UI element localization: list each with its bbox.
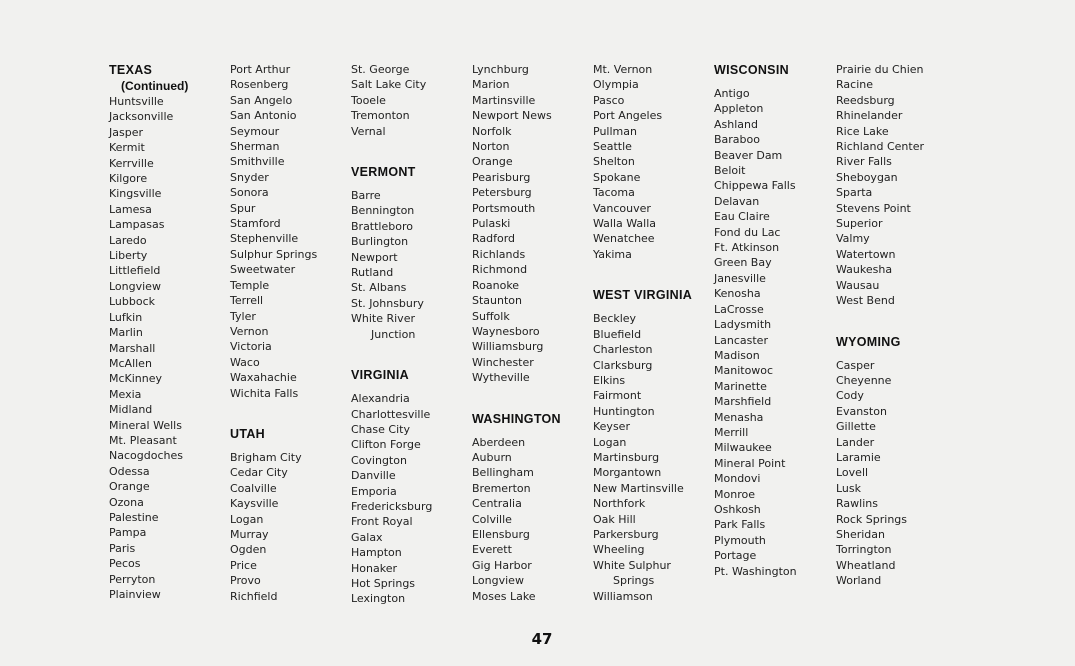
city-entry: Logan <box>230 512 264 526</box>
city-entry: Spur <box>230 201 256 215</box>
city-entry: Superior <box>836 217 883 231</box>
city-entry: Eau Claire <box>714 210 770 224</box>
city-entry: Brigham City <box>230 450 302 464</box>
city-entry: Chippewa Falls <box>714 179 796 193</box>
city-entry: Evanston <box>836 404 887 418</box>
city-entry: Lynchburg <box>472 63 529 76</box>
city-entry: Manitowoc <box>714 364 774 378</box>
city-entry: Lamesa <box>109 202 152 216</box>
city-entry: Rock Springs <box>836 512 908 526</box>
state-heading-west-virginia: WEST VIRGINIA <box>593 288 693 303</box>
city-entry: Kenosha <box>714 287 761 301</box>
city-entry: Mexia <box>109 387 142 401</box>
column-4 <box>472 62 590 604</box>
city-entry: Clifton Forge <box>351 438 421 452</box>
column-1 <box>109 62 227 602</box>
city-entry: Racine <box>836 78 873 92</box>
city-entry: Reedsburg <box>836 93 895 107</box>
city-entry: Worland <box>836 574 882 588</box>
city-entry: Front Royal <box>351 515 413 529</box>
city-entry: Barre <box>351 189 381 203</box>
city-entry: Huntington <box>593 404 655 418</box>
city-list <box>472 62 590 386</box>
city-entry: Auburn <box>472 450 512 464</box>
city-entry: Stevens Point <box>836 201 911 215</box>
column-2 <box>230 62 348 604</box>
city-entry: Richlands <box>472 247 526 261</box>
city-entry: Ft. Atkinson <box>714 241 780 255</box>
city-list <box>230 450 348 604</box>
city-entry: Stamford <box>230 217 281 231</box>
city-entry: Williamson <box>593 589 653 603</box>
city-entry: Mt. Pleasant <box>109 433 177 447</box>
city-entry: Petersburg <box>472 186 532 200</box>
city-entry: Newport <box>351 250 398 264</box>
city-entry: Elkins <box>593 373 626 387</box>
city-entry: Wenatchee <box>593 232 655 246</box>
city-list <box>836 62 954 309</box>
column-5 <box>593 62 711 604</box>
column-7 <box>836 62 954 589</box>
city-entry: Terrell <box>230 294 264 308</box>
city-entry: Ashland <box>714 117 758 131</box>
city-entry: Temple <box>230 278 270 292</box>
city-entry: Delavan <box>714 194 760 208</box>
city-list <box>109 94 227 602</box>
city-entry: McAllen <box>109 356 152 370</box>
city-entry: Jacksonville <box>109 110 174 124</box>
city-entry: Fond du Lac <box>714 225 781 239</box>
city-entry: Laredo <box>109 233 147 247</box>
city-entry: Sweetwater <box>230 263 296 277</box>
city-entry: Orange <box>472 155 513 169</box>
city-entry: River Falls <box>836 155 892 169</box>
city-entry: Richfield <box>230 589 278 603</box>
city-entry: Park Falls <box>714 518 766 532</box>
city-entry: Snyder <box>230 170 269 184</box>
city-entry: Lexington <box>351 592 406 606</box>
city-entry: Honaker <box>351 561 397 575</box>
city-entry: Wheatland <box>836 558 896 572</box>
state-heading-texas: TEXAS <box>109 63 153 77</box>
city-entry: Ellensburg <box>472 527 530 541</box>
city-list <box>351 62 469 139</box>
city-entry: Laramie <box>836 450 881 464</box>
city-entry: Waco <box>230 355 260 369</box>
city-entry: Keyser <box>593 420 630 434</box>
city-entry: Rosenberg <box>230 78 289 92</box>
city-entry: Sheboygan <box>836 170 898 184</box>
city-entry: Green Bay <box>714 256 772 270</box>
city-entry: Sparta <box>836 186 873 200</box>
city-entry: Casper <box>836 358 875 372</box>
city-entry: Midland <box>109 403 153 417</box>
city-entry: Baraboo <box>714 133 760 147</box>
city-entry: Marion <box>472 78 510 92</box>
city-list <box>351 391 469 607</box>
city-entry: Gillette <box>836 420 876 434</box>
city-entry: Brattleboro <box>351 219 413 233</box>
city-entry: Vancouver <box>593 201 651 215</box>
city-list <box>836 358 954 589</box>
city-entry: Valmy <box>836 232 870 246</box>
city-entry: Charleston <box>593 343 653 357</box>
city-entry: Rice Lake <box>836 124 889 138</box>
city-entry: Plymouth <box>714 533 766 547</box>
city-entry: Pullman <box>593 124 637 138</box>
city-entry: Cheyenne <box>836 373 892 387</box>
city-entry: Tacoma <box>593 186 635 200</box>
city-entry: Seattle <box>593 140 632 154</box>
city-entry: Rhinelander <box>836 109 903 123</box>
city-entry: Wausau <box>836 278 880 292</box>
city-entry: Pt. Washington <box>714 564 797 578</box>
city-entry: San Antonio <box>230 109 297 123</box>
city-entry: Sherman <box>230 140 280 154</box>
city-entry: Marshall <box>109 341 156 355</box>
city-list <box>351 188 469 342</box>
city-entry: Danville <box>351 469 396 483</box>
city-entry: Jasper <box>109 125 143 139</box>
city-entry: Victoria <box>230 340 272 354</box>
city-entry: Marinette <box>714 379 767 393</box>
city-entry: Covington <box>351 453 407 467</box>
city-entry: New Martinsville <box>593 481 684 495</box>
city-list <box>714 86 836 579</box>
city-entry: Tremonton <box>351 109 410 123</box>
city-entry: St. Johnsbury <box>351 296 424 310</box>
city-entry: Chase City <box>351 422 410 436</box>
city-entry: Martinsburg <box>593 450 660 464</box>
city-list <box>593 62 711 262</box>
city-entry: St. George <box>351 63 410 76</box>
city-entry: Beloit <box>714 164 746 178</box>
city-entry: Bellingham <box>472 466 534 480</box>
city-entry: Lampasas <box>109 218 165 232</box>
city-entry: Cody <box>836 389 864 403</box>
city-entry: Staunton <box>472 294 522 308</box>
city-entry: Aberdeen <box>472 435 526 449</box>
city-entry: Norfolk <box>472 124 512 138</box>
city-entry: Nacogdoches <box>109 449 183 463</box>
column-6 <box>714 62 836 579</box>
city-entry: Orange <box>109 480 150 494</box>
city-entry: Monroe <box>714 487 755 501</box>
city-entry: White River <box>351 312 415 326</box>
city-entry: Salt Lake City <box>351 78 427 92</box>
city-entry: Centralia <box>472 497 522 511</box>
city-entry: Shelton <box>593 155 635 169</box>
city-entry: Charlottesville <box>351 407 431 421</box>
city-entry: Pulaski <box>472 217 511 231</box>
city-entry: Lusk <box>836 481 862 495</box>
city-entry: Colville <box>472 512 512 526</box>
city-entry: Mondovi <box>714 472 761 486</box>
continued-note: (Continued) <box>121 79 189 93</box>
city-entry: West Bend <box>836 294 895 308</box>
city-entry: Longview <box>109 279 161 293</box>
city-entry: Burlington <box>351 235 409 249</box>
city-entry: Provo <box>230 574 261 588</box>
city-entry: Port Arthur <box>230 63 291 76</box>
city-entry: Mineral Point <box>714 456 786 470</box>
city-entry: Watertown <box>836 247 896 261</box>
city-entry: Gig Harbor <box>472 558 532 572</box>
state-heading-virginia: VIRGINIA <box>351 368 409 383</box>
city-entry: Beaver Dam <box>714 148 783 162</box>
city-entry: Kaysville <box>230 497 279 511</box>
city-entry: Galax <box>351 530 383 544</box>
city-entry: Plainview <box>109 588 161 601</box>
city-entry: Sonora <box>230 186 269 200</box>
city-entry: Tooele <box>351 93 386 107</box>
city-entry: Ladysmith <box>714 318 772 332</box>
city-entry: Vernon <box>230 324 269 338</box>
city-entry: Richmond <box>472 263 528 277</box>
city-entry: Waynesboro <box>472 324 540 338</box>
city-entry: Vernal <box>351 124 386 138</box>
city-entry: Port Angeles <box>593 109 663 123</box>
city-entry: Bennington <box>351 204 415 218</box>
city-entry: Liberty <box>109 249 148 263</box>
city-entry: Menasha <box>714 410 764 424</box>
city-entry: Paris <box>109 541 136 555</box>
city-entry: Fredericksburg <box>351 499 433 513</box>
city-entry: St. Albans <box>351 281 407 295</box>
city-entry: Smithville <box>230 155 285 169</box>
state-heading-wisconsin: WISCONSIN <box>714 63 789 77</box>
page-number: 47 <box>531 630 553 648</box>
city-entry: Hampton <box>351 546 402 560</box>
city-entry: Ozona <box>109 495 144 509</box>
state-heading-utah: UTAH <box>230 426 265 441</box>
city-entry: Walla Walla <box>593 217 657 231</box>
city-entry: Lubbock <box>109 295 156 309</box>
city-entry: Pampa <box>109 526 147 540</box>
city-entry: Mineral Wells <box>109 418 182 432</box>
city-entry: Logan <box>593 435 627 449</box>
city-entry: Everett <box>472 543 512 557</box>
city-entry: Mt. Vernon <box>593 63 653 76</box>
city-entry: Huntsville <box>109 95 164 108</box>
city-entry: Littlefield <box>109 264 161 278</box>
city-entry: Longview <box>472 574 524 588</box>
city-entry: Kilgore <box>109 172 148 186</box>
city-entry: Marlin <box>109 326 143 340</box>
city-entry: Williamsburg <box>472 340 544 354</box>
city-entry: Bluefield <box>593 327 642 341</box>
city-entry: Appleton <box>714 102 764 116</box>
city-entry: Pecos <box>109 557 141 571</box>
city-entry: Fairmont <box>593 389 642 403</box>
city-entry: Wytheville <box>472 371 530 385</box>
city-entry: Sulphur Springs <box>230 247 318 261</box>
city-list <box>593 311 711 604</box>
city-entry: Oshkosh <box>714 502 761 516</box>
city-entry: Kingsville <box>109 187 162 201</box>
city-entry: Newport News <box>472 109 552 123</box>
city-list <box>472 435 590 604</box>
city-entry: Clarksburg <box>593 358 653 372</box>
state-heading-vermont: VERMONT <box>351 165 416 180</box>
city-entry: Alexandria <box>351 392 410 406</box>
city-entry: Milwaukee <box>714 441 772 455</box>
city-entry: Seymour <box>230 124 280 138</box>
city-entry: Kerrville <box>109 156 154 170</box>
city-entry: Suffolk <box>472 309 510 323</box>
city-entry: Sheridan <box>836 527 885 541</box>
city-entry: Madison <box>714 348 760 362</box>
city-entry: Murray <box>230 527 269 541</box>
city-entry: Northfork <box>593 497 646 511</box>
city-entry: Martinsville <box>472 93 536 107</box>
city-entry: Merrill <box>714 425 749 439</box>
city-entry: Lovell <box>836 466 869 480</box>
city-entry: Wichita Falls <box>230 386 299 400</box>
city-entry: Pearisburg <box>472 170 531 184</box>
city-entry: Wheeling <box>593 543 645 557</box>
city-entry: Bremerton <box>472 481 531 495</box>
city-entry: Tyler <box>230 309 256 323</box>
city-entry: San Angelo <box>230 93 293 107</box>
city-entry: Lancaster <box>714 333 768 347</box>
city-entry: Janesville <box>714 271 766 285</box>
city-entry: Richland Center <box>836 140 924 154</box>
city-entry: Marshfield <box>714 395 772 409</box>
city-entry: Coalville <box>230 481 277 495</box>
city-entry: Hot Springs <box>351 576 416 590</box>
city-entry: Torrington <box>836 543 892 557</box>
city-entry: Kermit <box>109 141 145 155</box>
city-entry: Lufkin <box>109 310 143 324</box>
city-entry: McKinney <box>109 372 163 386</box>
city-entry: Norton <box>472 140 510 154</box>
city-entry: Rutland <box>351 266 394 280</box>
city-entry: Morgantown <box>593 466 662 480</box>
city-list <box>230 62 348 401</box>
city-entry: Price <box>230 558 257 572</box>
city-entry: Springs <box>613 574 655 588</box>
state-heading-wyoming: WYOMING <box>836 334 901 349</box>
city-entry: Oak Hill <box>593 512 636 526</box>
city-entry: Junction <box>371 327 416 341</box>
city-entry: Parkersburg <box>593 527 659 541</box>
city-entry: Winchester <box>472 355 534 369</box>
city-entry: Waxahachie <box>230 371 297 385</box>
city-entry: Olympia <box>593 78 639 92</box>
city-entry: Moses Lake <box>472 589 536 603</box>
city-entry: Yakima <box>593 247 632 261</box>
city-entry: Odessa <box>109 464 150 478</box>
state-heading-washington: WASHINGTON <box>472 411 561 426</box>
city-entry: Emporia <box>351 484 397 498</box>
city-entry: Waukesha <box>836 263 893 277</box>
city-entry: Antigo <box>714 87 750 100</box>
city-entry: Cedar City <box>230 466 288 480</box>
city-entry: Stephenville <box>230 232 299 246</box>
city-entry: Portsmouth <box>472 201 536 215</box>
city-entry: Pasco <box>593 93 625 107</box>
city-entry: Beckley <box>593 312 637 326</box>
city-entry: Prairie du Chien <box>836 63 924 76</box>
city-entry: Perryton <box>109 572 156 586</box>
city-entry: Portage <box>714 549 757 563</box>
city-entry: Radford <box>472 232 516 246</box>
city-entry: White Sulphur <box>593 558 671 572</box>
city-entry: Palestine <box>109 510 159 524</box>
city-entry: Spokane <box>593 170 641 184</box>
column-3 <box>351 62 469 607</box>
city-entry: LaCrosse <box>714 302 764 316</box>
city-entry: Lander <box>836 435 875 449</box>
city-entry: Ogden <box>230 543 267 557</box>
city-entry: Rawlins <box>836 497 878 511</box>
city-entry: Roanoke <box>472 278 520 292</box>
